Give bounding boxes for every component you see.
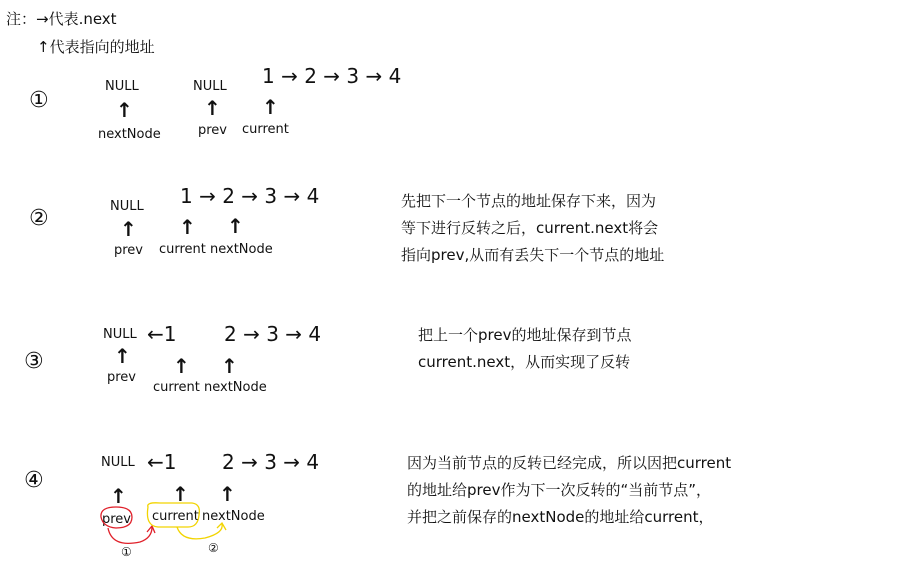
step3-left-link: ←1 <box>147 322 177 346</box>
step1-null-nextnode: NULL <box>105 79 139 94</box>
step1-null-prev: NULL <box>193 79 227 94</box>
step4-mark-1: ① <box>121 545 132 559</box>
step1-label-current: current <box>242 122 289 137</box>
step2-label-nextnode: nextNode <box>210 242 273 257</box>
step3-expl-line: 把上一个prev的地址保存到节点 <box>418 326 632 344</box>
step2-label-prev: prev <box>114 243 144 258</box>
step2-expl-line: 先把下一个节点的地址保存下来，因为 <box>401 192 657 210</box>
step1-label-nextnode: nextNode <box>98 127 161 142</box>
step2-number: ② <box>29 206 49 231</box>
step3-label-current: current <box>153 380 200 395</box>
up-arrow-icon: ↑ <box>227 214 244 238</box>
up-arrow-icon: ↑ <box>219 482 236 506</box>
step3-label-prev: prev <box>107 370 137 385</box>
step4-label-prev: prev <box>102 512 132 527</box>
step3-number: ③ <box>24 349 44 374</box>
up-arrow-icon: ↑ <box>110 484 127 508</box>
red-circle-prev <box>101 507 132 528</box>
up-arrow-icon: ↑ <box>204 96 221 120</box>
step4-number: ④ <box>24 468 44 493</box>
up-arrow-icon: ↑ <box>221 354 238 378</box>
up-arrow-icon: ↑ <box>179 215 196 239</box>
red-curved-arrow <box>108 527 152 543</box>
step4-expl-line: 的地址给prev作为下一次反转的“当前节点”， <box>407 481 712 499</box>
up-arrow-icon: ↑ <box>114 344 131 368</box>
step1-list: 1 → 2 → 3 → 4 <box>262 64 402 88</box>
step3-label-nextnode: nextNode <box>204 380 267 395</box>
step2-expl-line: 等下进行反转之后，current.next将会 <box>401 219 659 237</box>
step2-label-current: current <box>159 242 206 257</box>
step4-mark-2: ② <box>208 541 219 555</box>
step4-expl-line: 并把之前保存的nextNode的地址给current， <box>407 508 714 526</box>
note-pointer: ↑代表指向的地址 <box>37 38 155 56</box>
step4-left-link: ←1 <box>147 450 177 474</box>
step2-expl-line: 指向prev,从而有丢失下一个节点的地址 <box>401 246 665 264</box>
step1-label-prev: prev <box>198 123 228 138</box>
step1-number: ① <box>29 88 49 113</box>
step3-list: 2 → 3 → 4 <box>224 322 322 346</box>
step4-expl-line: 因为当前节点的反转已经完成，所以因把current <box>407 454 732 472</box>
step4-label-nextnode: nextNode <box>202 509 265 524</box>
note-next: 注：→代表.next <box>6 10 117 28</box>
step4-list: 2 → 3 → 4 <box>222 450 320 474</box>
step4-explanation <box>407 450 731 531</box>
up-arrow-icon: ↑ <box>116 98 133 122</box>
step2-list: 1 → 2 → 3 → 4 <box>180 184 320 208</box>
step2-null: NULL <box>110 199 144 214</box>
step4-null: NULL <box>101 455 135 470</box>
step3-null: NULL <box>103 327 137 342</box>
up-arrow-icon: ↑ <box>262 95 279 119</box>
yellow-box-current <box>147 503 199 527</box>
yellow-curved-arrow <box>177 524 222 539</box>
up-arrow-icon: ↑ <box>173 354 190 378</box>
up-arrow-icon: ↑ <box>172 482 189 506</box>
up-arrow-icon: ↑ <box>120 217 137 241</box>
step3-expl-line: current.next，从而实现了反转 <box>418 353 631 371</box>
step4-label-current: current <box>152 509 199 524</box>
